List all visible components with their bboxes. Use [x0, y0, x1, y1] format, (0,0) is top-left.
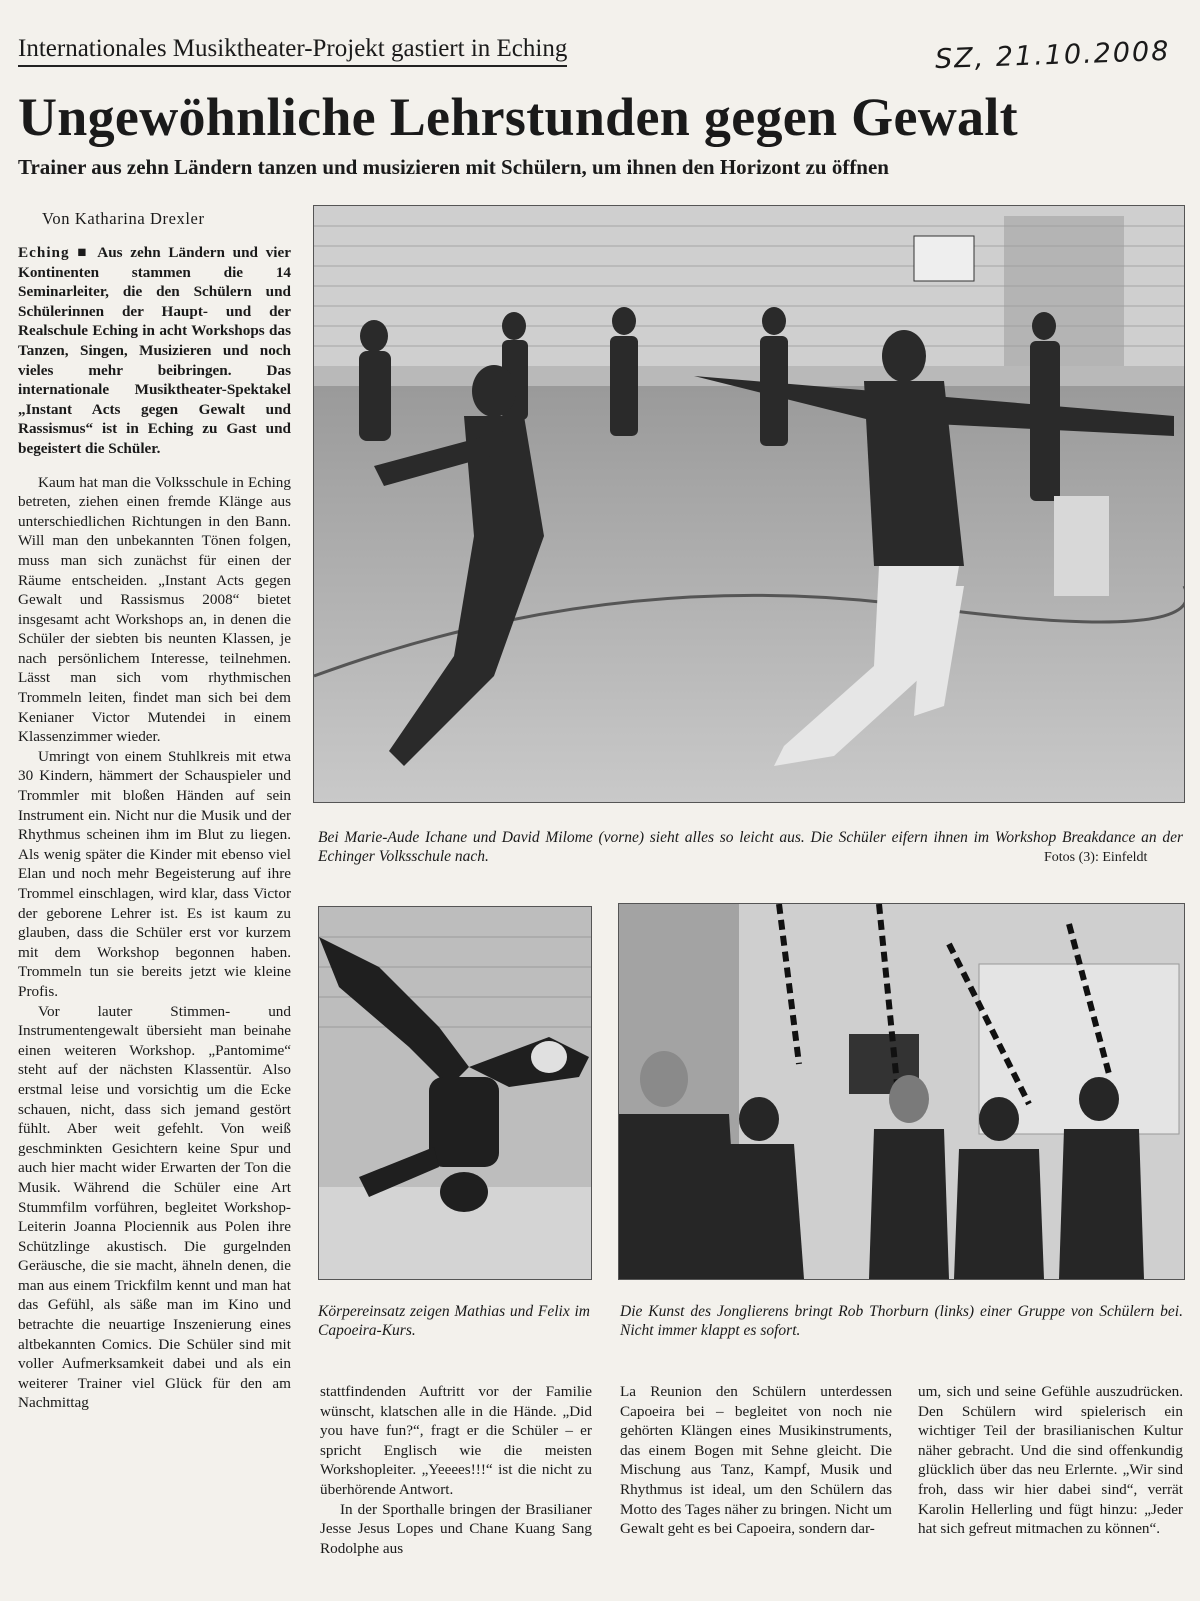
dateline: Eching [18, 244, 70, 261]
paragraph: Umringt von einem Stuhlkreis mit etwa 30 Kindern, hämmert der Schauspieler und Trommler mit bloßen Händen auf sein Instrument ein. Nicht nur die Musik und der Rhythmus scheinen ihm im Blut zu liegen. Als wenig später die Kinder mit ebenso viel Elan und noch mehr Begeisterung auf ihre Trommel einschlagen, wird klar, dass Victor der geborene Lehrer ist. Es ist kaum zu glauben, dass die Schüler erst vor kurzem mit dem Workshop begonnen haben. Trommeln tun sie bereits jetzt wie kleine Profis. [18, 747, 291, 1000]
photo-breakdance-workshop [313, 205, 1185, 803]
left-photo-caption: Körpereinsatz zeigen Mathias und Felix im Capoeira-Kurs. [318, 1303, 590, 1339]
kicker: Internationales Musiktheater-Projekt gastiert in Eching [18, 34, 567, 67]
subheadline: Trainer aus zehn Ländern tanzen und musizieren mit Schülern, um ihnen den Horizont zu öffnen [18, 155, 889, 179]
article-column-3 [620, 1382, 892, 1539]
headline: Ungewöhnliche Lehrstunden gegen Gewalt [18, 87, 1018, 147]
article-column-2 [320, 1382, 592, 1558]
paragraph: In der Sporthalle bringen der Brasilianer Jesse Jesus Lopes und Chane Kuang Sang Rodolphe aus [320, 1500, 592, 1557]
photo-capoeira [318, 906, 592, 1280]
paragraph: La Reunion den Schülern unterdessen Capoeira bei – begleitet von noch nie gehörten Klängen eines Musikinstruments, das einem Bogen mit Sehne gleicht. Die Mischung aus Tanz, Kampf, Musik und Rhythmus ist ideal, um den Schülern das Motto des Tages näher zu bringen. Nicht um Gewalt geht es bei Capoeira, sondern dar- [620, 1383, 892, 1538]
gym-dance-scene-image [314, 206, 1184, 802]
capoeira-handstand-image [319, 907, 591, 1279]
lead-text: Aus zehn Ländern und vier Kontinenten stammen die 14 Seminarleiter, die den Schülern und Schülerinnen der Haupt- und der Realschule Eching in acht Workshops das Tanzen, Singen, Musizieren und noch vieles mehr beibringen. Das internationale Musiktheater-Spektakel „Instant Acts gegen Gewalt und Rassismus“ ist in Eching zu Gast und begeistert die Schüler. [18, 244, 291, 457]
dateline-square-icon: ■ [77, 244, 91, 261]
paragraph: Vor lauter Stimmen- und Instrumentengewalt übersieht man beinahe einen weiteren Workshop. „Pantomime“ steht auf der nächsten Klassentür. Also erstmal leise und vorsichtig um die Ecke schauen, nicht, dass sich jemand gestört fühlt. Aber weit gefehlt. Von weiß geschminkten Gesichtern keine Spur und auch hier macht wider Erwarten der Ton die Musik. Während die Schüler eine Art Stummfilm vorführen, begleitet Workshop-Leiterin Joanna Plociennik aus Polen ihre Schützlinge akustisch. Die gurgelnden Geräusche, die sie macht, ähneln denen, die man aus einem Trickfilm kennt und man hat das Gefühl, als säße man im Kino und betrachte die neuartige Inszenierung eines altbekannten Comics. Die Schüler sind mit voller Aufmerksamkeit dabei und als ein weiterer Trainer viel Glück für den am Nachmittag [18, 1002, 291, 1412]
lead-paragraph [18, 243, 291, 459]
photo-juggling [618, 903, 1185, 1280]
article-column-1 [18, 243, 291, 1413]
photo-credit: Fotos (3): Einfeldt [1044, 850, 1148, 865]
byline: Von Katharina Drexler [42, 209, 205, 228]
paragraph: Kaum hat man die Volksschule in Eching betreten, ziehen einen fremde Klänge aus unterschiedlichen Richtungen in den Bann. Will man den unbekannten Tönen folgen, muss man sich zunächst für einen der Räume entscheiden. „Instant Acts gegen Gewalt und Rassismus 2008“ bietet insgesamt acht Workshops an, in denen die Schüler der siebten bis neunten Klassen, je nach persönlichem Interesse, teilnehmen. Lässt man sich vom rhythmischen Trommeln leiten, findet man sich bei dem Kenianer Victor Mutendei in einem Klassenzimmer wieder. [18, 473, 291, 746]
right-photo-caption: Die Kunst des Jonglierens bringt Rob Thorburn (links) einer Gruppe von Schülern bei. Nicht immer klappt es sofort. [620, 1303, 1183, 1339]
juggling-workshop-image [619, 904, 1184, 1279]
article-column-4 [918, 1382, 1183, 1539]
handwritten-date: SZ, 21.10.2008 [934, 35, 1171, 76]
main-photo-caption: Bei Marie-Aude Ichane und David Milome (vorne) sieht alles so leicht aus. Die Schüler eifern ihnen im Workshop Breakdance an der Echinger Volksschule nach. [318, 829, 1183, 865]
paragraph: stattfindenden Auftritt vor der Familie wünscht, klatschen alle in die Hände. „Did you have fun?“, fragt er die Schüler – er spricht Englisch wie die meisten Workshopleiter. „Yeeees!!!“ ist die nicht zu überhörende Antwort. [320, 1383, 592, 1498]
paragraph: um, sich und seine Gefühle auszudrücken. Den Schülern wird spielerisch ein wichtiger Teil der brasilianischen Kultur näher gebracht. Und die sind offenkundig glücklich über das neu Erlernte. „Wir sind froh, dass wir hier dabei sind“, verrät Karolin Hellerling und fügt hinzu: „Jeder hat sich gefreut mitmachen zu können“. [918, 1383, 1183, 1538]
